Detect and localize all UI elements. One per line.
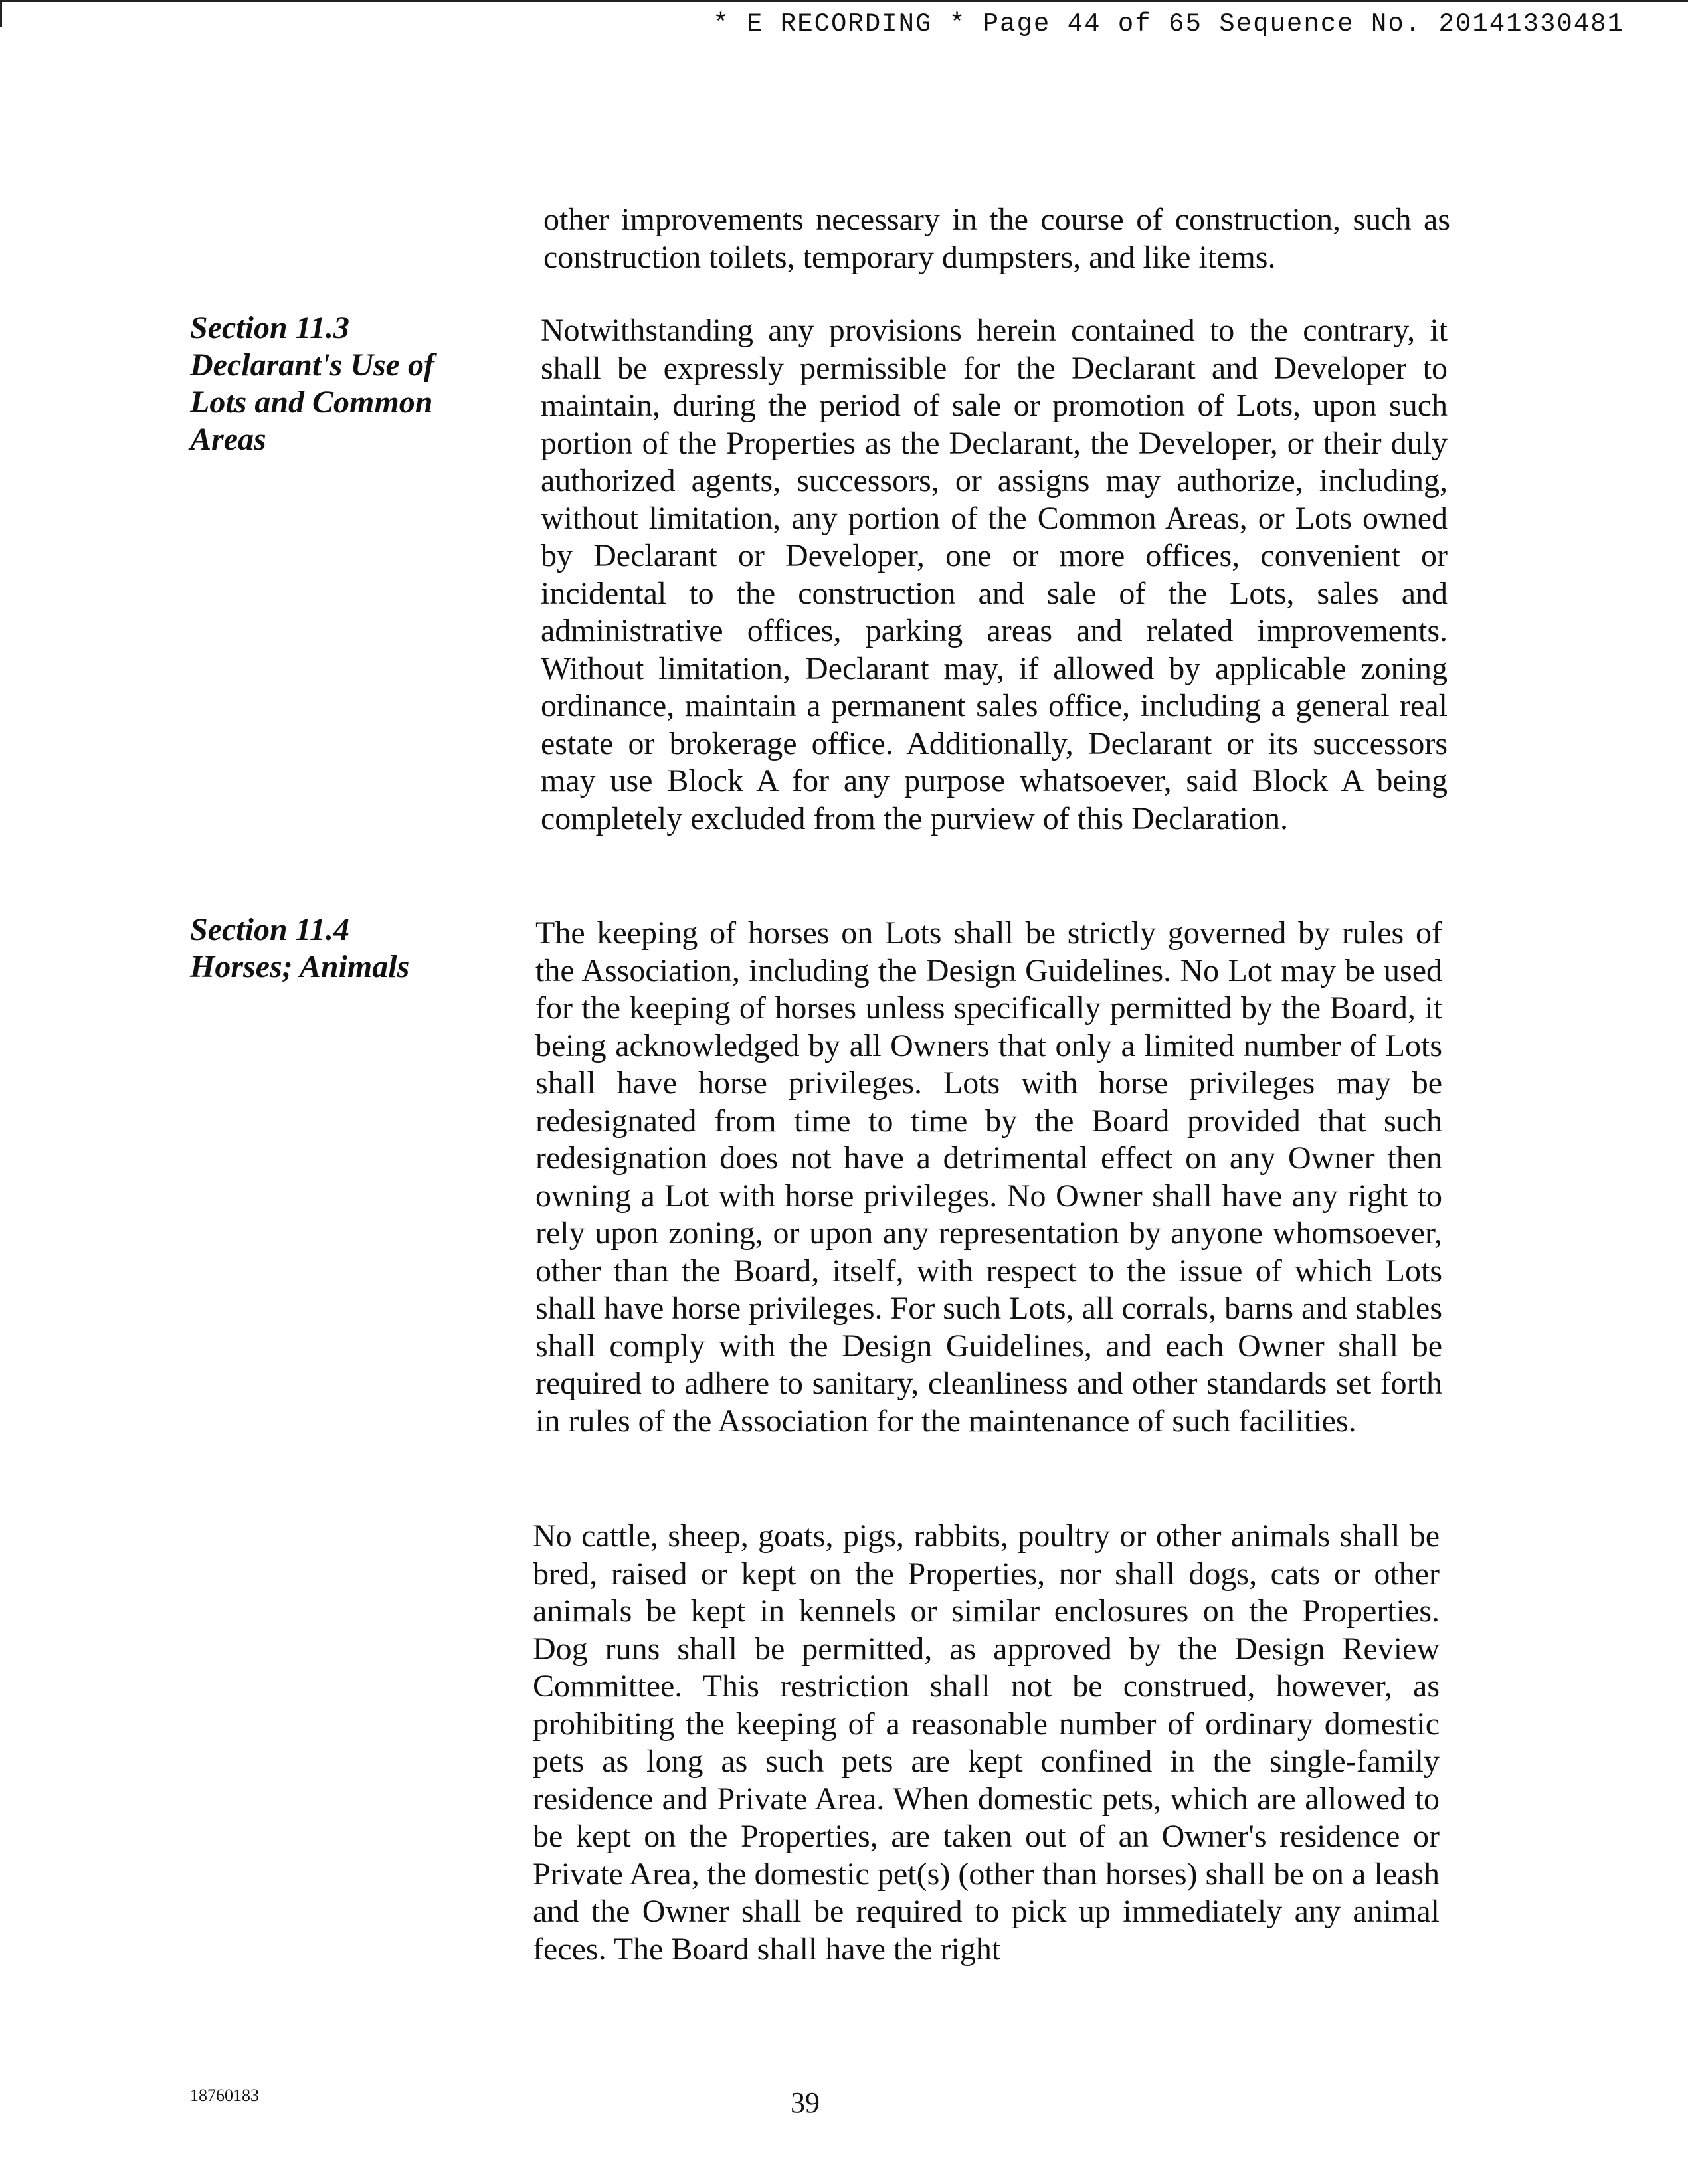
continued-paragraph: other improvements necessary in the course of construction, such as construction toilets, temporary dumpsters, and like items. (543, 202, 1450, 275)
section-11-4-body-1: The keeping of horses on Lots shall be strictly governed by rules of the Association, including the Design Guidelines. No Lot may be used for the keeping of horses unless specifically permitted by the Board, it being acknowledged by all Owners that only a limited number of Lots shall have horse privileges. Lots with horse privileges may be redesignated from time to time by the Board provided that such redesignation does not have a detrimental effect on any Owner then owning a Lot with horse privileges. No Owner shall have any right to rely upon zoning, or upon any representation by anyone whomsoever, other than the Board, itself, with respect to the issue of which Lots shall have horse privileges. For such Lots, all corrals, barns and stables shall comply with the Design Guidelines, and each Owner shall be required to adhere to sanitary, cleanliness and other standards set forth in rules of the Association for the maintenance of such facilities. (535, 915, 1442, 1439)
page-number: 39 (791, 2086, 820, 2119)
section-11-3-body: Notwithstanding any provisions herein contained to the contrary, it shall be expressly permissible for the Declarant and Developer to maintain, during the period of sale or promotion of Lots, upon such portion of the Properties as the Declarant, the Developer, or their duly authorized agents, successors, or assigns may authorize, including, without limitation, any portion of the Common Areas, or Lots owned by Declarant or Developer, one or more offices, convenient or incidental to the construction and sale of the Lots, sales and administrative offices, parking areas and related improvements. Without limitation, Declarant may, if allowed by applicable zoning ordinance, maintain a permanent sales office, including a general real estate or brokerage office. Additionally, Declarant or its successors may use Block A for any purpose whatsoever, said Block A being completely excluded from the purview of this Declaration. (541, 313, 1448, 836)
top-border-line (0, 0, 1688, 2)
heading-line: Section 11.4 (190, 912, 350, 947)
heading-line: Section 11.3 (190, 310, 350, 345)
section-11-4-body-2: No cattle, sheep, goats, pigs, rabbits, poultry or other animals shall be bred, raised or kept on the Properties, nor shall dogs, cats or other animals be kept in kennels or similar enclosures on the Properties. Dog runs shall be permitted, as approved by the Design Review Committee. This restriction shall not be construed, however, as prohibiting the keeping of a reasonable number of ordinary domestic pets as long as such pets are kept confined in the single-family residence and Private Area. When domestic pets, which are allowed to be kept on the Properties, are taken out of an Owner's residence or Private Area, the domestic pet(s) (other than horses) shall be on a leash and the Owner shall be required to pick up immediately any animal feces. The Board shall have the right (533, 1518, 1440, 1967)
heading-line: Areas (190, 422, 266, 457)
heading-line: Horses; Animals (190, 949, 410, 984)
heading-line: Lots and Common (190, 385, 433, 420)
section-11-4-heading (190, 911, 482, 986)
document-id: 18760183 (190, 2086, 259, 2105)
recording-header: * E RECORDING * Page 44 of 65 Sequence No. 20141330481 (713, 9, 1624, 39)
heading-line: Declarant's Use of (190, 347, 434, 383)
section-11-3-heading (190, 310, 482, 458)
left-border-line (0, 0, 2, 27)
